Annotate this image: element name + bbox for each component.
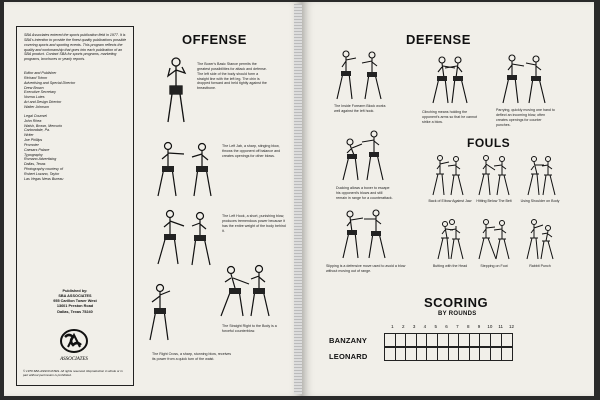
boxers-pair-figure [209,260,279,320]
publisher-line: SBA ASSOCIATES [58,294,92,299]
credit-line: John Rhea [24,118,42,123]
score-cell[interactable] [459,334,470,346]
score-cell[interactable] [427,348,438,360]
score-cell[interactable] [385,334,396,346]
publisher-line: 955 Carillon Tower West [53,299,97,304]
publisher-line: 13601 Preston Road [56,304,94,309]
defense-caption-slip: Slipping is a defensive move used to avoid a blow without moving out of range. [326,264,406,273]
program-spread [4,2,594,396]
score-cell[interactable] [502,348,513,360]
round-number: 5 [434,324,437,329]
score-cell[interactable] [480,334,491,346]
score-cell[interactable] [417,348,428,360]
credit-line: Legal Counsel [24,113,47,118]
credit-line: Typography [24,152,43,157]
credit-line: Art and Design Director [24,100,62,105]
offense-caption-hook: The Left Hook, a short, punishing blow, produces tremendous power because it has the entire weight of the body behind it. [222,214,286,233]
sidebar-intro: SBA Associates entered the sports publication field in 1977. It is SBA's intention to provide the finest quality publications possible covering sports and sporting events. This program reflects the quality and workmanship that goes into each publication of an SBA product. Contact SBA for sports programs, marketing programs, brochures or yearly reports. [24,33,127,62]
credit-line: Caesars Palace [24,147,50,152]
foul-label: Hitting Below The Belt [476,199,512,203]
fighter-label: BANZANY [329,336,368,345]
score-cell[interactable] [385,348,396,360]
boxers-pair-figure [152,206,220,268]
round-number: 4 [423,324,427,329]
score-cell[interactable] [459,348,470,360]
publisher-sidebar [16,26,134,386]
round-number: 7 [456,324,459,329]
offense-caption-right-body: The Straight Right to the Body is a forceful counterblow. [222,324,277,333]
score-cell[interactable] [491,348,502,360]
score-row[interactable] [384,347,513,361]
score-cell[interactable] [491,334,502,346]
score-cell[interactable] [396,334,407,346]
boxers-pair-figure [336,204,392,262]
score-cell[interactable] [449,348,460,360]
round-number: 3 [412,324,416,329]
fouls-figure [520,216,560,262]
credit-line: Advertising and Special Director [24,80,76,85]
score-cell[interactable] [470,334,481,346]
boxers-pair-figure [496,50,552,106]
sba-logo [54,325,94,365]
score-cell[interactable] [470,348,481,360]
score-cell[interactable] [449,334,460,346]
foul-label: Stepping on Foot [480,264,508,268]
boxers-pair-figure [334,126,390,182]
boxers-pair-figure [330,46,388,102]
page-gutter [294,4,302,394]
round-number: 10 [487,324,493,329]
credit-line: Writer [24,133,34,138]
fouls-figure [428,216,468,262]
boxers-pair-figure [422,52,478,106]
boxer-figure [162,54,190,126]
credit-line: Norma Lutes [24,95,45,100]
offense-caption-stance: The Boxer's Basic Stance permits the greatest possibilities for attack and defense. The left side of the body should form a straight line with the left leg. The chin is dropped forward and held tightly against the breastbone. [197,62,267,91]
score-cell[interactable] [417,334,428,346]
score-row[interactable] [384,333,513,347]
defense-title: DEFENSE [406,32,471,47]
score-cell[interactable] [480,348,491,360]
scoring-subtitle: BY ROUNDS [438,311,477,317]
score-cell[interactable] [406,348,417,360]
offense-caption-right-cross: The Right Cross, a sharp, stunning blow, receives its power from a quick turn of the waist. [152,352,232,361]
logo-text: ASSOCIATES [60,357,88,362]
publisher-line: Published by: [62,289,88,293]
round-number: 1 [391,324,394,329]
credit-line: Editor and Publisher [24,71,57,76]
score-cell[interactable] [502,334,513,346]
publisher-block [17,289,133,315]
foul-label: Butting with the Head [432,264,468,268]
defense-caption-duck: Ducking allows a boxer to escape his opponent's blows and still remain in range for a counterattack. [336,186,393,200]
copyright-note: © 1979 SBA ASSOCIATES. All rights reserved. Reproduction in whole or in part without permission is prohibited. [23,369,123,377]
fouls-figure [428,152,468,198]
fighter-label: LEONARD [329,352,368,361]
round-numbers [387,324,517,332]
defense-caption-clinch: Clinching means holding the opponent's arms so that he cannot strike a blow. [422,110,478,124]
offense-caption-jab: The Left Jab, a sharp, stinging blow, throws the opponent off balance and creates openings for other blows. [222,144,281,158]
fouls-figure [474,152,514,198]
boxer-figure [144,280,174,344]
credit-line: Joe Phillips [24,138,43,143]
scoring-title: SCORING [424,295,489,310]
fouls-title: FOULS [467,136,511,150]
credit-line: Romano Advertising [24,157,57,162]
credits-list [24,71,127,182]
fouls-figure [520,152,560,198]
credit-line: Robert Lozano, Taylor [24,171,60,176]
credit-line: Richard Trimm [24,75,48,80]
score-cell[interactable] [406,334,417,346]
credit-line: Promoter [24,142,39,147]
credit-line: Walter Johnson [24,104,49,109]
credit-line: Walsh, Brown, Mercurio [24,123,63,128]
credit-line: Executive Secretary [24,90,56,95]
offense-title: OFFENSE [182,32,247,47]
score-cell[interactable] [438,334,449,346]
foul-label: Back of Elbow Against Jaw [428,199,472,203]
defense-caption-parry: Parrying, quickly moving one hand to deflect an incoming blow, often creates openings for counter punches. [496,108,555,127]
publisher-line: Dallas, Texas 75240 [57,309,93,314]
credit-line: Carbondale, Pa. [24,128,50,133]
defense-caption-block: The Inside Forearm Block works well against the left hook. [334,104,386,113]
foul-label: Rabbit Punch [529,264,551,268]
fouls-figure [474,216,514,262]
foul-label: Using Shoulder on Body [520,199,560,203]
round-number: 8 [466,324,470,329]
score-cell[interactable] [396,348,407,360]
round-number: 2 [401,324,405,329]
round-number: 11 [498,324,504,329]
score-cell[interactable] [438,348,449,360]
credit-line: Las Vegas News Bureau [24,176,64,181]
score-cell[interactable] [427,334,438,346]
round-number: 12 [509,324,515,329]
credit-line: Drew Brown [24,85,44,90]
credit-line: Dallas, Texas [24,162,46,167]
credit-line: Photography courtesy of [24,167,63,172]
boxers-pair-figure [152,138,220,198]
round-number: 9 [477,324,481,329]
round-number: 6 [445,324,448,329]
